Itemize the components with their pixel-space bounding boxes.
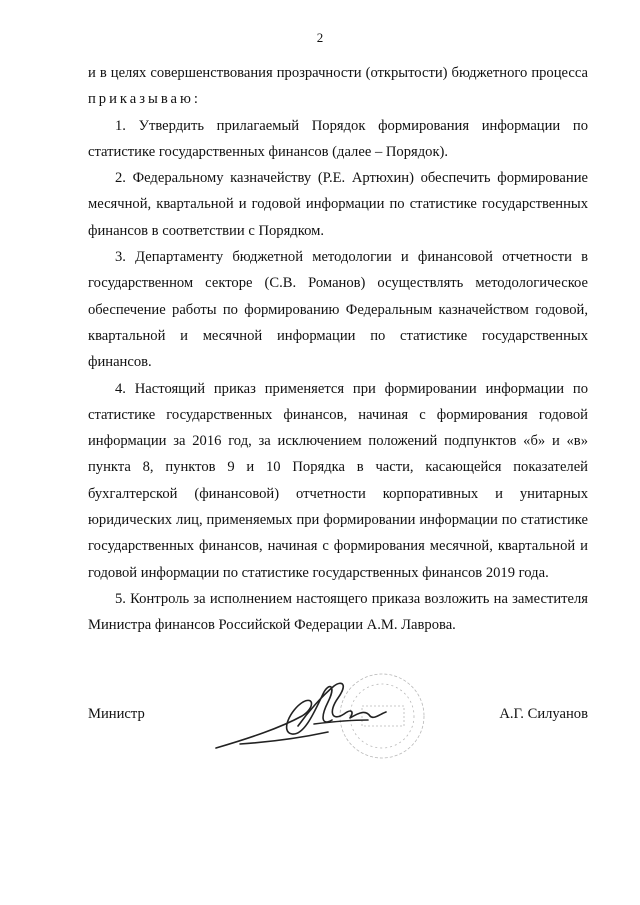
handwritten-signature [216,683,386,748]
paragraph-2: 2. Федеральному казначейству (Р.Е. Артюхин) обеспечить формирование месячной, квартальной и годовой информации по статистике государственных финансов в соответствии с Порядком. [88,170,588,239]
signatory-name: А.Г. Силуанов [499,706,588,722]
paragraph-5: 5. Контроль за исполнением настоящего приказа возложить на заместителя Министра финансов Российской Федерации А.М. Лаврова. [88,590,588,634]
intro-text: и в целях совершенствования прозрачности (открытости) бюджетного процесса [88,65,588,81]
intro-colon: : [193,91,198,108]
paragraph-4: 4. Настоящий приказ применяется при формировании информации по статистике государственных финансов, начиная с формирования годовой информации за 2016 год, за исключением положений подпунктов «б» и «в» пункта 8, пунктов 9 и 10 Порядка в части, касающейся показателей бухгалтерской (финансовой) отчетности корпоративных и унитарных юридических лиц, применяемых при формировании информации по статистике государственных финансов, начиная с формирования месячной, квартальной и годовой информации по статистике государственных финансов 2019 года. [88,380,588,581]
document-body [88,60,588,639]
position-title: Министр [88,706,145,722]
order-word: приказываю [88,91,194,108]
page-number: 2 [316,30,324,45]
signature-with-stamp [210,662,460,782]
intro-paragraph [88,60,588,113]
paragraph-3: 3. Департаменту бюджетной методологии и финансовой отчетности в государственном секторе (С.В. Романов) осуществлять методологическое обеспечение работы по формированию Федеральным казначейством годовой, квартальной и месячной информации по статистике государственных финансов. [88,249,588,371]
paragraph-1: 1. Утвердить прилагаемый Порядок формирования информации по статистике государственных финансов (далее – Порядок). [88,117,588,160]
